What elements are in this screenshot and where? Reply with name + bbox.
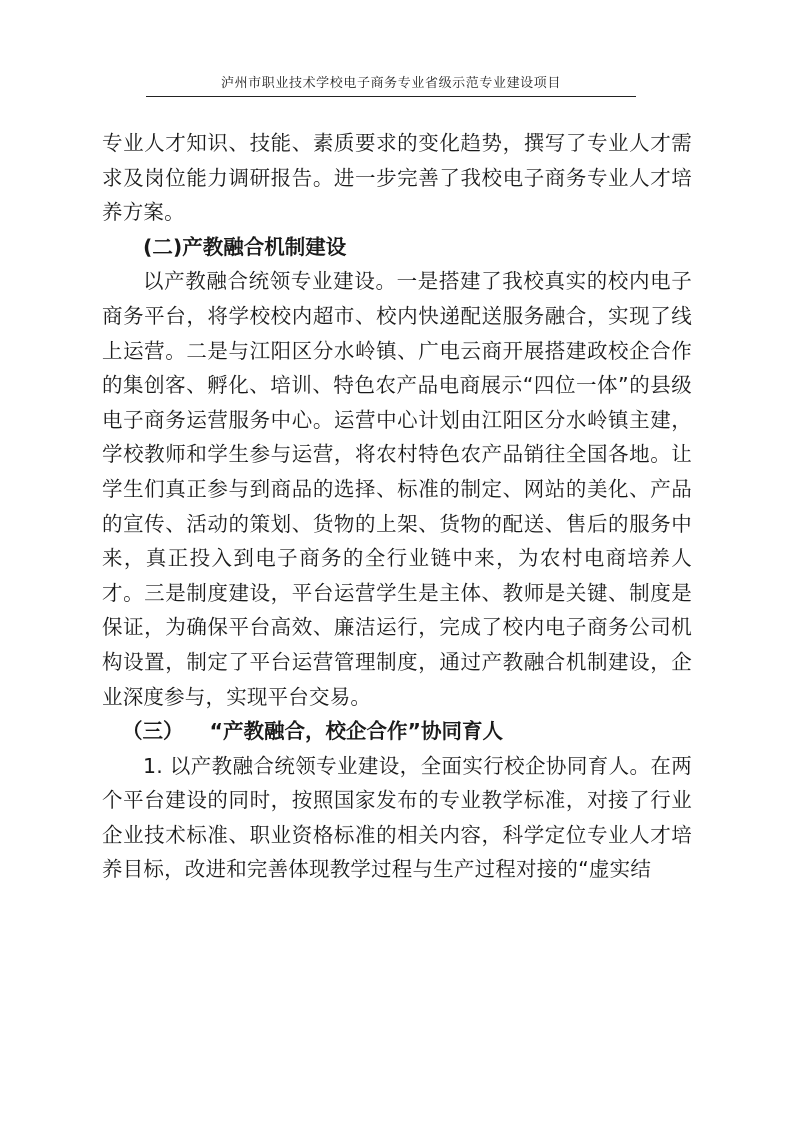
paragraph-integration-mechanism: 以产教融合统领专业建设。一是搭建了我校真实的校内电子商务平台，将学校校内超市、校内快递配送服务融合，实现了线上运营。二是与江阳区分水岭镇、广电云商开展搭建政校企合作的集创客、孵化、培训、特色农产品电商展示“四位一体”的县级电子商务运营服务中心。运营中心计划由江阳区分水岭镇主建，学校教师和学生参与运营，将农村特色农产品销往全国各地。让学生们真正参与到商品的选择、标准的制定、网站的美化、产品的宣传、活动的策划、货物的上架、货物的配送、售后的服务中来，真正投入到电子商务的全行业链中来，为农村电商培养人才。三是制度建设，平台运营学生是主体、教师是关键、制度是保证，为确保平台高效、廉洁运行，完成了校内电子商务公司机构设置，制定了平台运营管理制度，通过产教融合机制建设，企业深度参与，实现平台交易。 bbox=[102, 269, 692, 709]
section-heading-collaborative-education bbox=[102, 714, 692, 749]
page-header bbox=[146, 74, 636, 97]
document-body bbox=[102, 126, 692, 887]
paragraph-talent-survey: 专业人才知识、技能、素质要求的变化趋势，撰写了专业人才需求及岗位能力调研报告。进一步完善了我校电子商务专业人才培养方案。 bbox=[102, 131, 692, 225]
section-heading-integration-mechanism: (二)产教融合机制建设 bbox=[143, 234, 347, 259]
paragraph-collaborative-education: 1. 以产教融合统领专业建设，全面实行校企协同育人。在两个平台建设的同时，按照国家发布的专业教学标准，对接了行业企业技术标准、职业资格标准的相关内容，科学定位专业人才培养目标，改进和完善体现教学过程与生产过程对接的“虚实结 bbox=[102, 753, 692, 882]
page-header-title: 泸州市职业技术学校电子商务专业省级示范专业建设项目 bbox=[220, 76, 561, 91]
section-heading-title: “产教融合，校企合作”协同育人 bbox=[209, 719, 503, 744]
section-heading-number: （三） bbox=[122, 719, 184, 744]
